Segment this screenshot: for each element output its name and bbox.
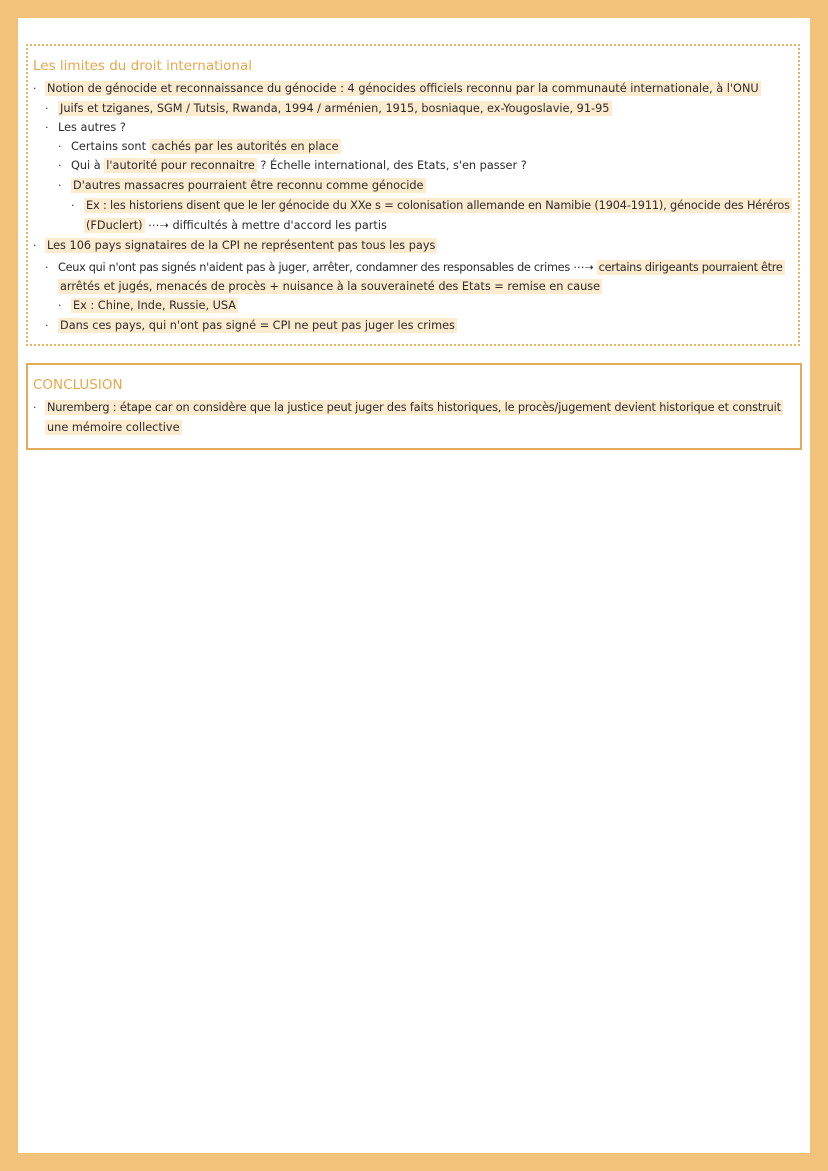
note-text: D'autres massacres pourraient être reconnu comme génocide	[73, 179, 424, 192]
note-line	[84, 197, 792, 214]
note-line	[45, 237, 437, 254]
note-line	[58, 317, 457, 334]
bullet-icon: ·	[33, 401, 37, 414]
bullet-icon: ·	[58, 179, 62, 192]
note-text: Les 106 pays signataires de la CPI ne représentent pas tous les pays	[47, 239, 436, 252]
limits-section-box	[26, 44, 800, 346]
note-line	[71, 138, 341, 155]
note-line	[58, 100, 612, 117]
note-line	[58, 278, 602, 295]
note-line	[58, 259, 785, 276]
note-highlight: certains dirigeants pourraient être	[598, 261, 783, 274]
note-text: Ceux qui n'ont pas signés n'aident pas à juger, arrêter, condamner des responsables de crimes	[58, 261, 570, 274]
arrow-icon: ⋯➝	[144, 219, 173, 232]
note-text: Ex : les historiens disent que le ler génocide du XXe s = colonisation allemande en Namibie (1904-1911), génocide des Héréros	[86, 199, 790, 212]
note-line	[71, 157, 527, 174]
note-text: Certains sont	[71, 140, 150, 153]
note-text: Qui à	[71, 159, 105, 172]
notes-page	[18, 18, 810, 1153]
note-text: Notion de génocide et reconnaissance du génocide : 4 génocides officiels reconnu par la communauté internationale, à l'ONU	[47, 82, 759, 95]
note-text: (FDuclert)	[86, 219, 143, 232]
note-line	[71, 177, 426, 194]
bullet-icon: ·	[45, 261, 49, 274]
bullet-icon: ·	[33, 82, 37, 95]
note-line	[45, 80, 761, 97]
section-title-conclusion: CONCLUSION	[33, 377, 123, 393]
bullet-icon: ·	[71, 199, 75, 212]
note-text: Ex : Chine, Inde, Russie, USA	[73, 299, 237, 312]
note-line	[45, 399, 783, 416]
note-highlight: l'autorité pour reconnaitre	[106, 159, 255, 172]
note-text: arrêtés et jugés, menacés de procès + nuisance à la souveraineté des Etats = remise en cause	[60, 280, 601, 293]
note-text: une mémoire collective	[47, 421, 180, 434]
bullet-icon: ·	[58, 140, 62, 153]
note-text: ? Échelle international, des Etats, s'en passer ?	[256, 159, 527, 172]
bullet-icon: ·	[58, 299, 62, 312]
note-line	[71, 297, 238, 314]
note-text: Nuremberg : étape car on considère que la justice peut juger des faits historiques, le procès/jugement devient historique et construit	[47, 401, 781, 414]
bullet-icon: ·	[45, 102, 49, 115]
bullet-icon: ·	[45, 319, 49, 332]
bullet-icon: ·	[58, 159, 62, 172]
bullet-icon: ·	[33, 239, 37, 252]
note-line	[58, 119, 126, 136]
arrow-icon: ⋯➝	[569, 261, 597, 274]
note-line	[45, 419, 182, 436]
conclusion-section-box	[26, 363, 802, 450]
note-text: Juifs et tziganes, SGM / Tutsis, Rwanda, 1994 / arménien, 1915, bosniaque, ex-Yougoslavie, 91-95	[60, 102, 610, 115]
note-text: Dans ces pays, qui n'ont pas signé = CPI ne peut pas juger les crimes	[60, 319, 455, 332]
note-text: difficultés à mettre d'accord les partis	[172, 219, 387, 232]
note-line	[84, 217, 387, 234]
bullet-icon: ·	[45, 121, 49, 134]
note-highlight: cachés par les autorités en place	[151, 140, 339, 153]
section-title-limits: Les limites du droit international	[33, 58, 253, 74]
note-text: Les autres ?	[58, 121, 126, 134]
